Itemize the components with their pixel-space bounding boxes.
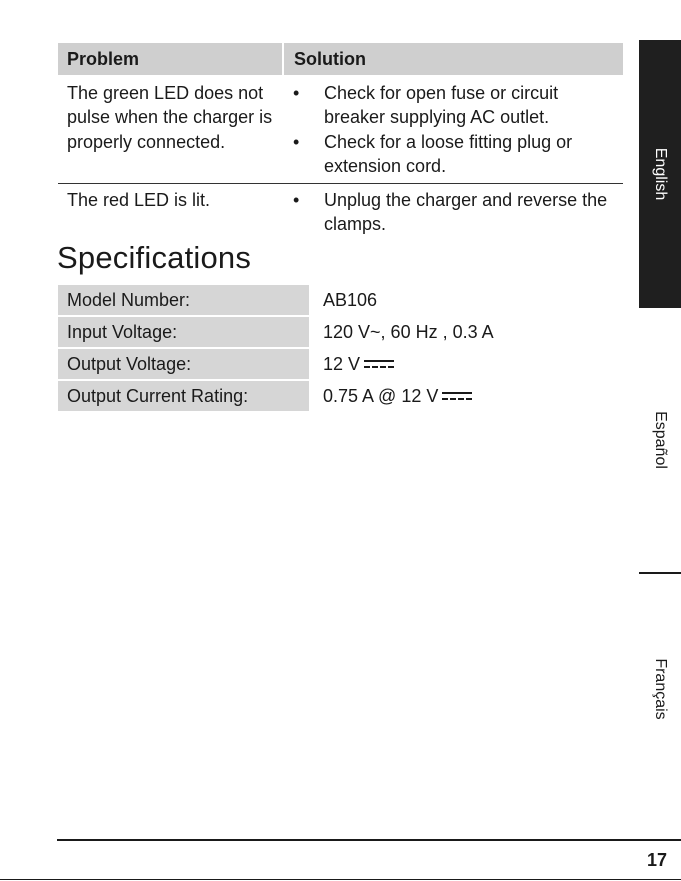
bullet-icon: • [293,189,300,210]
specifications-table [58,285,494,413]
dc-current-symbol-icon [442,392,472,401]
spec-row [58,348,494,380]
table-row [58,75,623,184]
language-tab-espanol[interactable] [639,308,681,572]
list-item [293,130,623,179]
spec-label: Output Current Rating: [58,380,309,412]
solution-cell [283,183,623,237]
solution-list [283,188,623,237]
spec-label: Output Voltage: [58,348,309,380]
spec-row [58,285,494,316]
list-item [293,81,623,130]
language-tab-francais[interactable] [639,574,681,842]
spec-value-text: AB106 [323,290,378,310]
bullet-icon: • [293,131,300,152]
solution-text: Unplug the charger and reverse the clamps. [324,189,608,234]
solution-text: Check for open fuse or circuit breaker supplying AC outlet. [324,82,559,127]
spec-value [309,348,494,380]
spec-value-text: 12 V [323,353,361,374]
bullet-icon: • [293,82,300,103]
spec-value [309,285,494,316]
page-number: 17 [646,850,667,870]
solution-list [283,81,623,179]
list-item [293,188,623,237]
language-tab-label: Français [652,658,669,720]
specifications-heading: Specifications [57,240,252,275]
spec-value [309,380,494,412]
footer-rule [57,839,681,841]
solution-cell [283,75,623,184]
spec-label: Input Voltage: [58,316,309,348]
solution-text: Check for a loose fitting plug or extension cord. [324,131,573,176]
language-tab-label: English [652,147,669,201]
spec-row [58,380,494,412]
troubleshooting-header-row [58,43,623,75]
spec-label: Model Number: [58,285,309,316]
spec-value-text: 120 V~, 60 Hz , 0.3 A [323,321,494,342]
troubleshooting-table [58,43,623,237]
spec-value [309,316,494,348]
problem-cell: The green LED does not pulse when the charger is properly connected. [58,75,283,184]
language-tab-english[interactable] [639,40,681,308]
spec-row [58,316,494,348]
solution-column-header: Solution [283,43,623,75]
spec-value-text: 0.75 A @ 12 V [323,385,439,406]
bottom-rule [0,879,681,880]
dc-current-symbol-icon [364,360,394,369]
language-tab-label: Español [652,411,669,469]
problem-column-header: Problem [58,43,283,75]
problem-cell: The red LED is lit. [67,189,211,210]
table-row [58,183,623,237]
